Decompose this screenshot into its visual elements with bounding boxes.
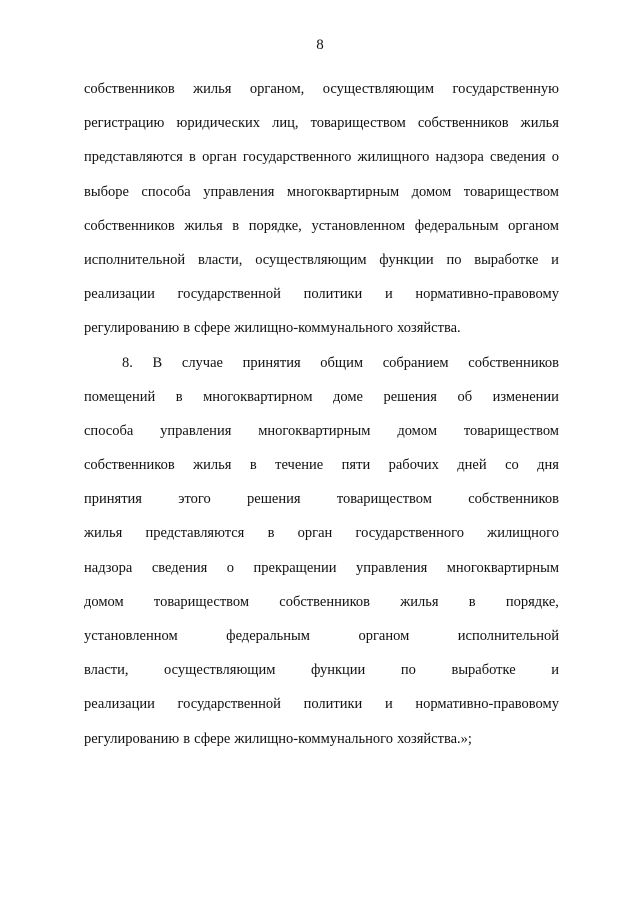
- text-line: собственников жилья в порядке, установленном федеральным органом: [84, 217, 559, 234]
- text-line: собственников жилья органом, осуществляющим государственную: [84, 81, 559, 97]
- paragraph: [84, 72, 559, 346]
- text-line: надзора сведения о прекращении управления многоквартирным: [84, 559, 559, 576]
- text-line: представляются в орган государственного жилищного надзора сведения о: [84, 149, 559, 166]
- text-line: 8. В случае принятия общим собранием собственников: [122, 354, 559, 371]
- text-line: принятия этого решения товариществом собственников: [84, 491, 559, 508]
- text-line: выборе способа управления многоквартирным домом товариществом: [84, 183, 559, 200]
- document-body: [84, 72, 559, 756]
- text-line: способа управления многоквартирным домом товариществом: [84, 422, 559, 439]
- page-number: 8: [316, 37, 324, 53]
- paragraph: [84, 346, 559, 756]
- text-line: помещений в многоквартирном доме решения об изменении: [84, 388, 559, 405]
- text-line: собственников жилья в течение пяти рабочих дней со дня: [84, 457, 559, 474]
- text-line: домом товариществом собственников жилья в порядке,: [84, 593, 559, 610]
- text-line: жилья представляются в орган государственного жилищного: [84, 525, 559, 542]
- text-line: регулированию в сфере жилищно-коммунального хозяйства.: [84, 320, 461, 337]
- text-line: власти, осуществляющим функции по выработке и: [84, 662, 559, 679]
- text-line: установленном федеральным органом исполнительной: [84, 628, 559, 644]
- text-line: реализации государственной политики и нормативно-правовому: [84, 696, 559, 713]
- text-line: регистрацию юридических лиц, товариществом собственников жилья: [84, 115, 559, 132]
- text-line: реализации государственной политики и нормативно-правовому: [84, 286, 559, 303]
- text-line: регулированию в сфере жилищно-коммунального хозяйства.»;: [84, 730, 472, 747]
- text-line: исполнительной власти, осуществляющим функции по выработке и: [84, 251, 559, 268]
